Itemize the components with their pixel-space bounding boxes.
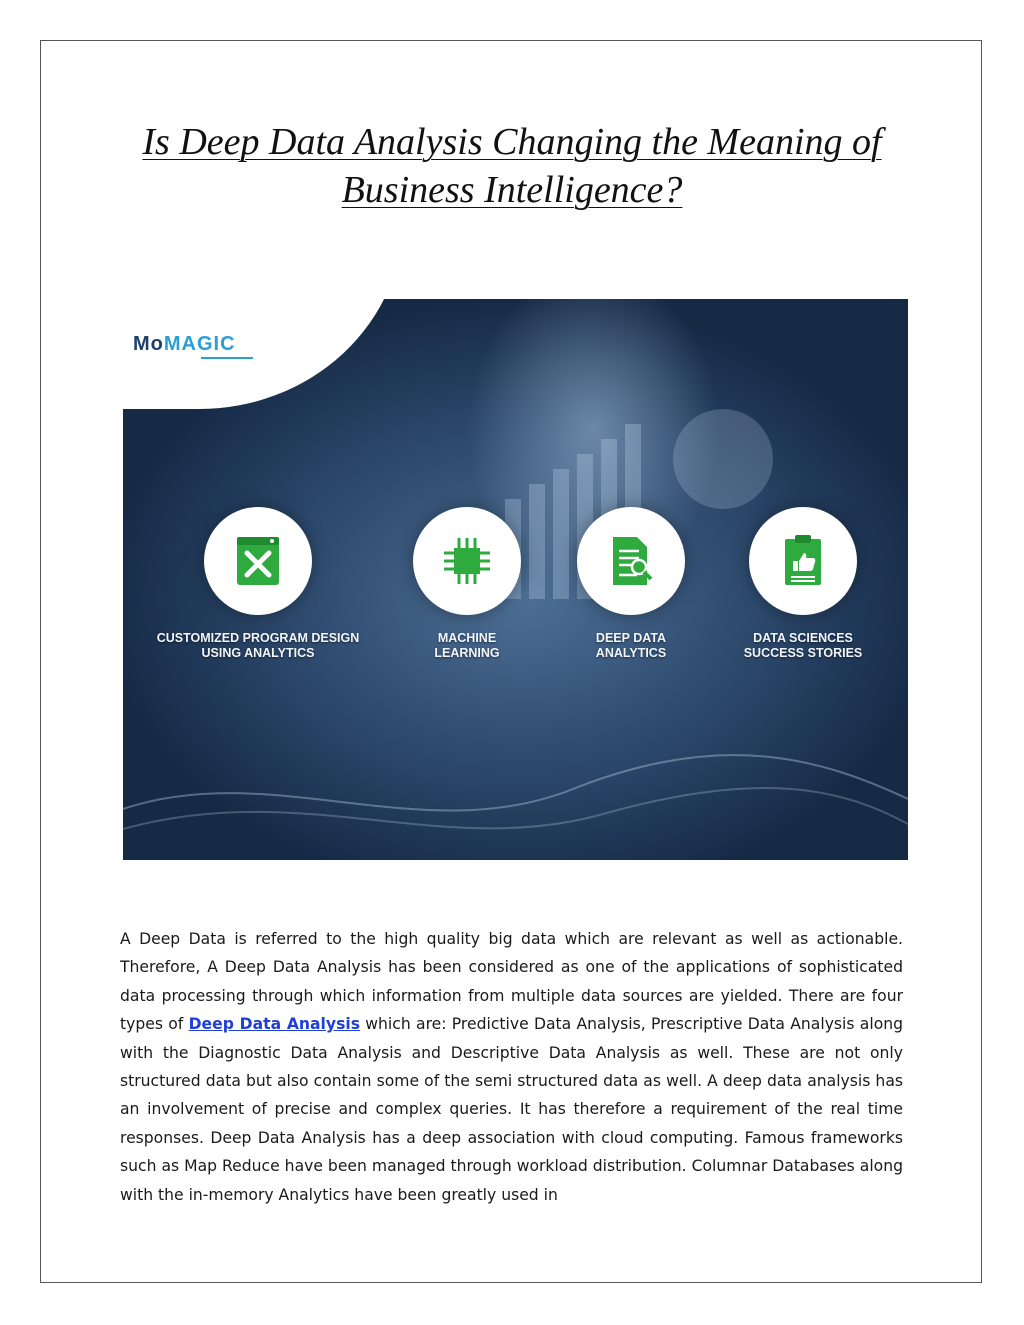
logo-underline (201, 357, 253, 359)
feature-icon-circle (413, 507, 521, 615)
feature-label: DEEP DATA ANALYTICS (595, 631, 667, 660)
momagic-logo (133, 333, 236, 356)
tools-window-icon (235, 535, 281, 587)
logo-text-part2: MAGIC (163, 333, 236, 355)
feature-icon-circle (204, 507, 312, 615)
page-title (60, 118, 964, 214)
article-paragraph (120, 925, 903, 1209)
document-search-icon (609, 535, 653, 587)
logo-text-part1: Mo (133, 333, 164, 355)
paragraph-text-after-link: which are: Predictive Data Analysis, Prescriptive Data Analysis along with the Diagnostic Data Analysis and Descriptive Data Analysis as well. These are not only structured data but also contain some of the semi structured data as well. A deep data analysis has an involvement of precise and complex queries. It has therefore a requirement of the real time responses. Deep Data Analysis has a deep association with cloud computing. Famous frameworks such as Map Reduce have been managed through workload distribution. Columnar Databases along with the in-memory Analytics have been greatly used in (120, 1015, 904, 1204)
feature-label: MACHINE LEARNING (434, 631, 500, 660)
feature-customized-program-design (148, 507, 368, 661)
hero-image (123, 299, 908, 860)
feature-label: DATA SCIENCES SUCCESS STORIES (743, 631, 863, 660)
feature-data-sciences-success-stories (693, 507, 908, 661)
title-line-1: Is Deep Data Analysis Changing the Meaning of (142, 121, 882, 163)
feature-icon-circle (577, 507, 685, 615)
background-wave-graphic (123, 719, 908, 860)
thumbs-up-document-icon (781, 535, 825, 587)
chip-icon (442, 536, 492, 586)
title-line-2: Business Intelligence? (341, 169, 683, 211)
paragraph-text-before-link: A Deep Data is referred to the high quality big data which are relevant as well as actionable. Therefore, A Deep Data Analysis has been considered as one of the applications of sophisticated data processing through which information from multiple data sources are yielded. There are four types of (120, 930, 903, 1034)
deep-data-analysis-link[interactable]: Deep Data Analysis (188, 1015, 360, 1034)
feature-label: CUSTOMIZED PROGRAM DESIGN USING ANALYTICS (156, 631, 360, 660)
feature-icon-circle (749, 507, 857, 615)
